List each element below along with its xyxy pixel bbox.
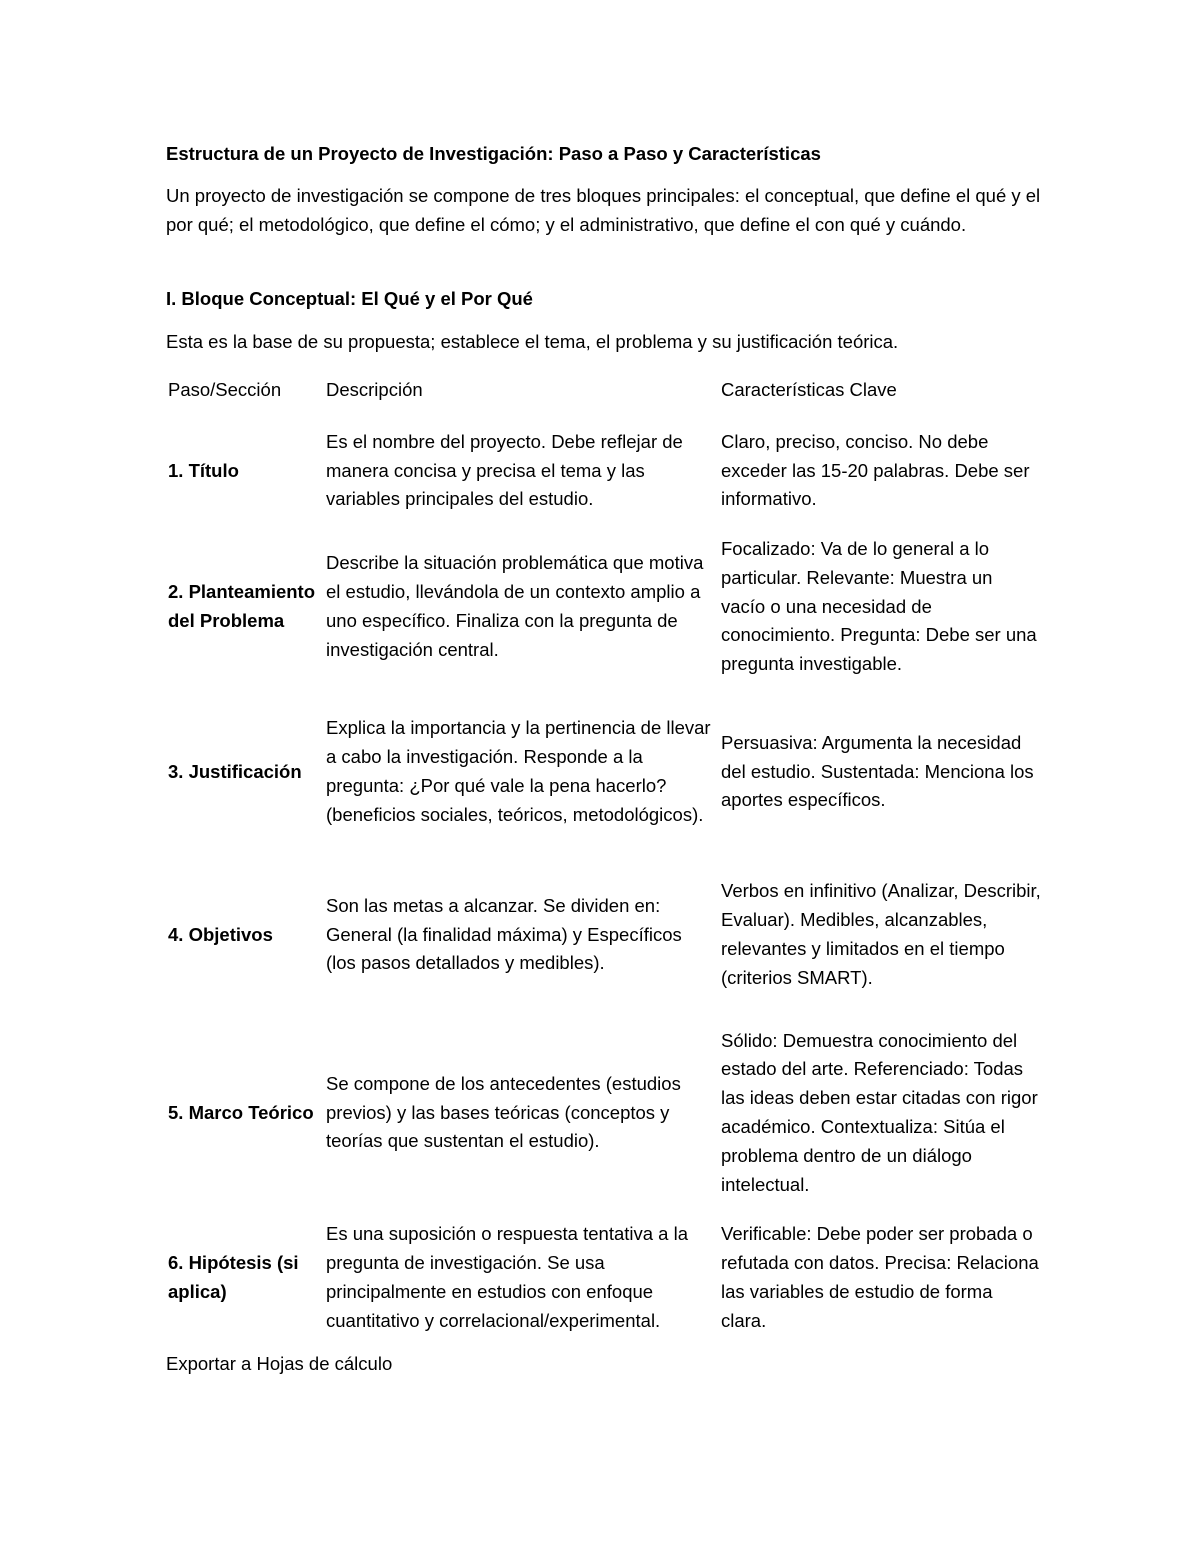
table-row (166, 690, 1046, 854)
step-text: 3. Justificación (168, 760, 302, 782)
description-text: Es una suposición o respuesta tentativa a la pregunta de investigación. Se usa principalmente en estudios con enfoque cuantitativo y correlacional/experimental. (326, 1223, 689, 1331)
characteristics-cell (721, 854, 1041, 1016)
characteristics-text: Sólido: Demuestra conocimiento del estado del arte. Referenciado: Todas las ideas deben estar citadas con rigor académico. Contextualiza: Sitúa el problema dentro de un diálogo intelectual. (721, 1029, 1038, 1195)
description-text: Describe la situación problemática que motiva el estudio, llevándola de un contexto amplio a uno específico. Finaliza con la pregunta de investigación central. (326, 552, 704, 660)
characteristics-cell (721, 524, 1041, 690)
step-cell (168, 418, 316, 524)
characteristics-cell (721, 690, 1041, 854)
intro-paragraph: Un proyecto de investigación se compone de tres bloques principales: el conceptual, que define el qué y el por qué; el metodológico, que define el cómo; y el administrativo, que define el con qué y cuándo. (166, 185, 1041, 235)
step-text: 2. Planteamiento del Problema (168, 581, 316, 631)
characteristics-cell (721, 418, 1041, 524)
step-cell (168, 1016, 316, 1210)
step-cell (168, 690, 316, 854)
table-row (166, 1016, 1046, 1210)
description-text: Se compone de los antecedentes (estudios previos) y las bases teóricas (conceptos y teorías que sustentan el estudio). (326, 1072, 681, 1152)
section-heading: I. Bloque Conceptual: El Qué y el Por Qué (166, 288, 533, 309)
step-text: 1. Título (168, 459, 239, 481)
table-row (166, 854, 1046, 1016)
step-cell (168, 524, 316, 690)
characteristics-text: Focalizado: Va de lo general a lo particular. Relevante: Muestra un vacío o una necesidad de conocimiento. Pregunta: Debe ser una pregunta investigable. (721, 538, 1037, 675)
characteristics-text: Claro, preciso, conciso. No debe exceder las 15-20 palabras. Debe ser informativo. (721, 430, 1030, 510)
step-cell (168, 854, 316, 1016)
table-row (166, 418, 1046, 524)
description-cell (326, 1016, 716, 1210)
step-text: 5. Marco Teórico (168, 1101, 314, 1123)
table-row (166, 524, 1046, 690)
description-cell (326, 524, 716, 690)
characteristics-text: Verbos en infinitivo (Analizar, Describir, Evaluar). Medibles, alcanzables, relevantes y limitados en el tiempo (criterios SMART). (721, 880, 1041, 988)
characteristics-cell (721, 1210, 1041, 1346)
description-cell (326, 418, 716, 524)
table-header-row (166, 376, 1046, 418)
step-text: 6. Hipótesis (si aplica) (168, 1252, 299, 1302)
description-cell (326, 854, 716, 1016)
export-to-sheets-link[interactable]: Exportar a Hojas de cálculo (166, 1353, 393, 1374)
description-text: Explica la importancia y la pertinencia de llevar a cabo la investigación. Responde a la pregunta: ¿Por qué vale la pena hacerlo? (beneficios sociales, teóricos, metodológicos). (326, 717, 711, 825)
step-cell (168, 1210, 316, 1346)
section-description: Esta es la base de su propuesta; establece el tema, el problema y su justificación teórica. (166, 331, 899, 352)
description-cell (326, 1210, 716, 1346)
description-text: Son las metas a alcanzar. Se dividen en: General (la finalidad máxima) y Específicos (los pasos detallados y medibles). (326, 894, 682, 974)
description-text: Es el nombre del proyecto. Debe reflejar de manera concisa y precisa el tema y las variables principales del estudio. (326, 430, 683, 510)
characteristics-text: Verificable: Debe poder ser probada o refutada con datos. Precisa: Relaciona las variables de estudio de forma clara. (721, 1223, 1039, 1331)
header-characteristics: Características Clave (721, 379, 897, 400)
step-text: 4. Objetivos (168, 923, 273, 945)
steps-table (166, 376, 1046, 1346)
document-title: Estructura de un Proyecto de Investigación: Paso a Paso y Características (166, 143, 821, 164)
table-row (166, 1210, 1046, 1346)
header-step: Paso/Sección (168, 379, 282, 400)
description-cell (326, 690, 716, 854)
characteristics-text: Persuasiva: Argumenta la necesidad del estudio. Sustentada: Menciona los aportes específicos. (721, 731, 1034, 811)
characteristics-cell (721, 1016, 1041, 1210)
header-description: Descripción (326, 379, 423, 400)
